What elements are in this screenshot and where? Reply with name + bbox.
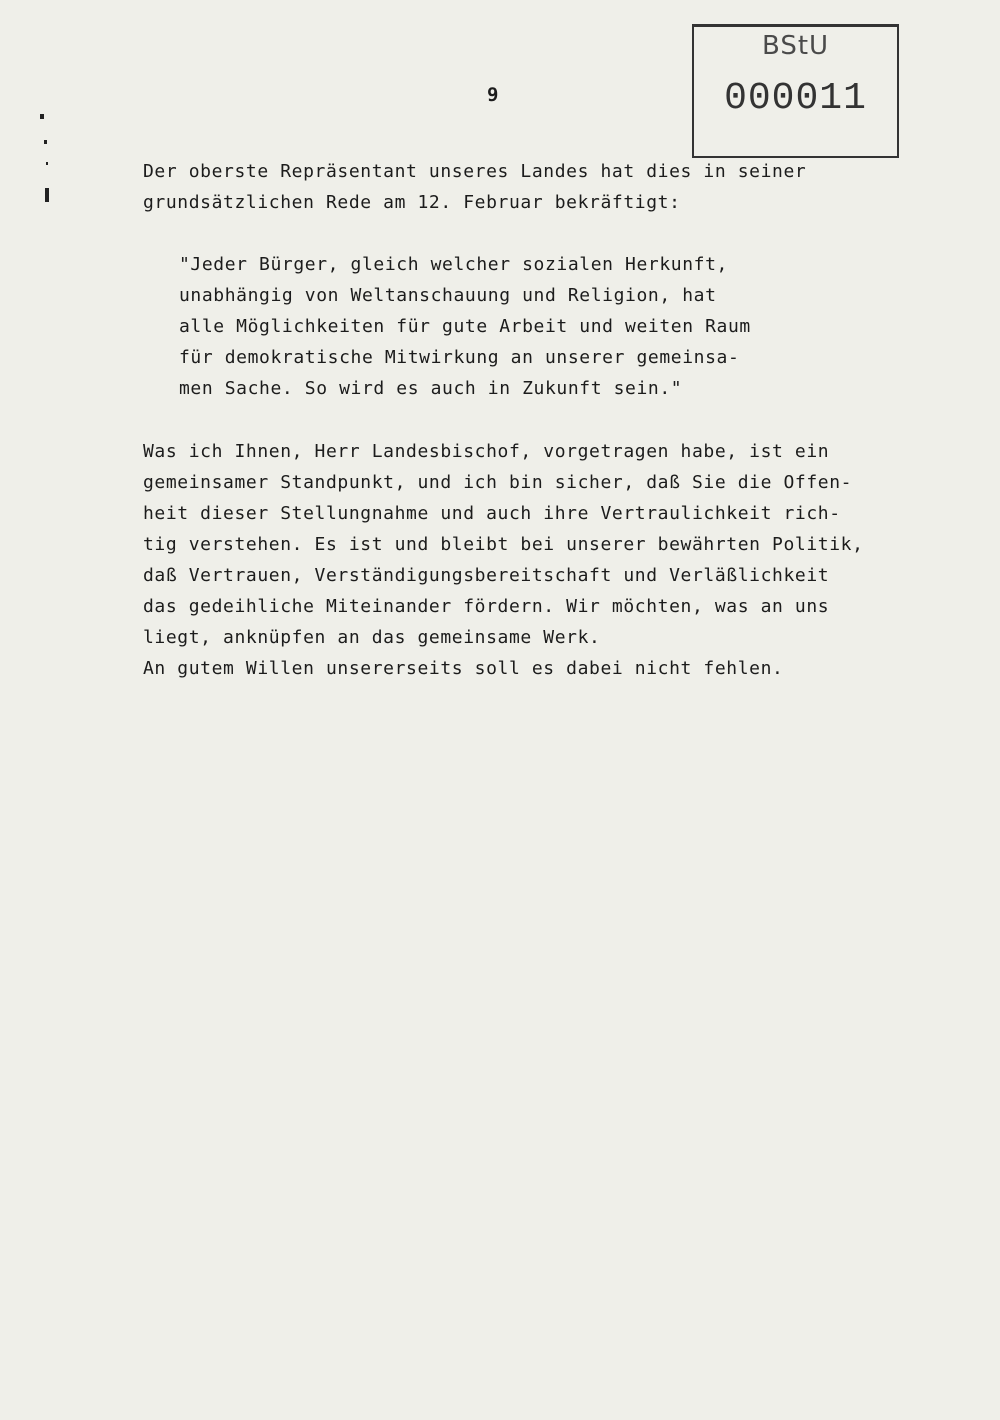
binder-mark (40, 114, 44, 119)
binder-mark (46, 162, 48, 165)
archive-stamp (692, 24, 899, 158)
text-line: das gedeihliche Miteinander fördern. Wir möchten, was an uns (143, 596, 830, 617)
quote-line: unabhängig von Weltanschauung und Religion, hat (179, 285, 717, 306)
quote-line: für demokratische Mitwirkung an unserer gemeinsa- (179, 347, 740, 368)
text-line: An gutem Willen unsererseits soll es dabei nicht fehlen. (143, 658, 784, 679)
stamp-organization: BStU (761, 31, 830, 61)
text-line: Was ich Ihnen, Herr Landesbischof, vorgetragen habe, ist ein (143, 441, 830, 462)
quote-line: "Jeder Bürger, gleich welcher sozialen Herkunft, (179, 254, 728, 275)
stamp-document-number: 000011 (724, 77, 867, 120)
quote-line: men Sache. So wird es auch in Zukunft sein." (179, 378, 683, 399)
binder-mark (45, 188, 49, 202)
binder-mark (44, 140, 47, 144)
text-line: liegt, anknüpfen an das gemeinsame Werk. (143, 627, 601, 648)
text-line: grundsätzlichen Rede am 12. Februar bekräftigt: (143, 192, 681, 213)
text-line: tig verstehen. Es ist und bleibt bei unserer bewährten Politik, (143, 534, 864, 555)
text-line: Der oberste Repräsentant unseres Landes hat dies in seiner (143, 161, 807, 182)
text-line: heit dieser Stellungnahme und auch ihre Vertraulichkeit rich- (143, 503, 841, 524)
text-line: gemeinsamer Standpunkt, und ich bin sicher, daß Sie die Offen- (143, 472, 853, 493)
text-line: daß Vertrauen, Verständigungsbereitschaft und Verläßlichkeit (143, 565, 830, 586)
quote-line: alle Möglichkeiten für gute Arbeit und weiten Raum (179, 316, 751, 337)
page-number: 9 (487, 84, 499, 106)
